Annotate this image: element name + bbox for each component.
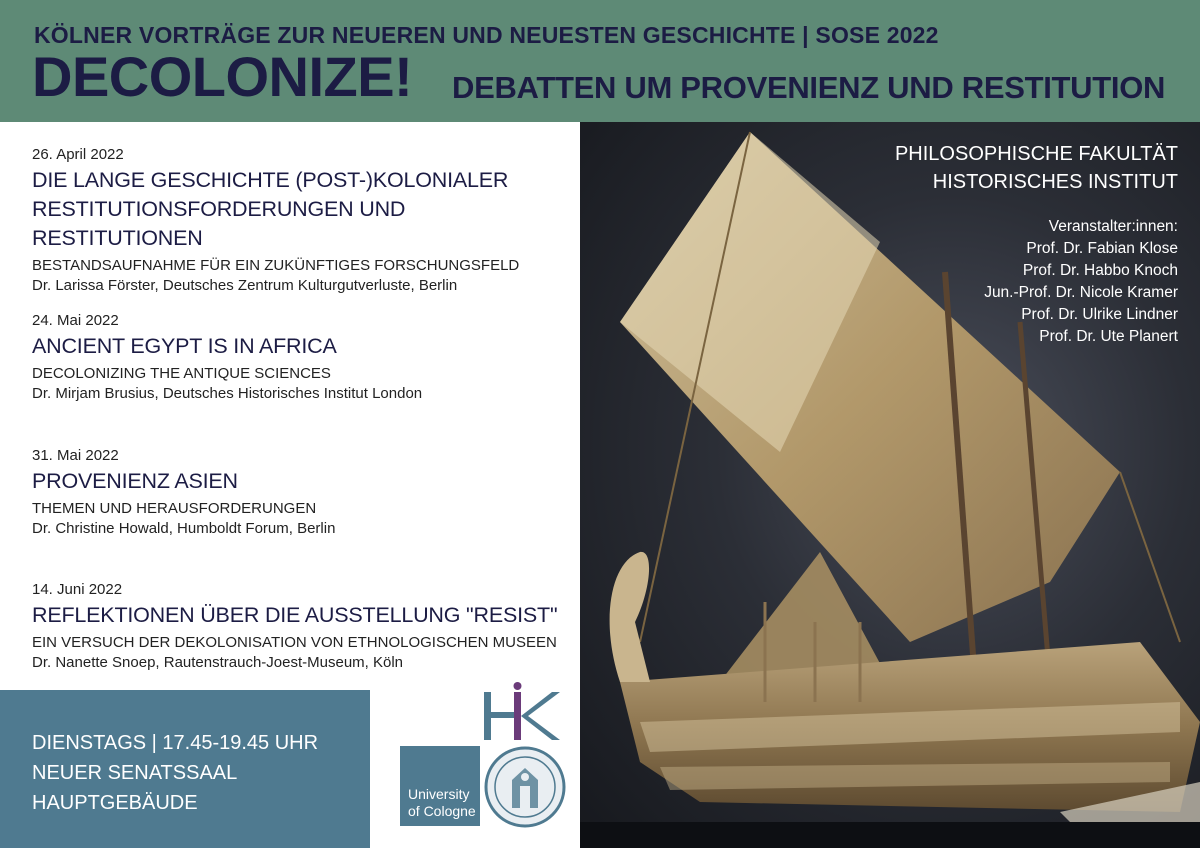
series-title: KÖLNER VORTRÄGE ZUR NEUEREN UND NEUESTEN GESCHICHTE | SOSE 2022: [34, 22, 939, 48]
organizers-label: Veranstalter:innen:: [1048, 218, 1178, 235]
faculty-block: [895, 140, 1178, 196]
talk-title: REFLEKTIONEN ÜBER DIE AUSSTELLUNG "RESIST": [32, 603, 558, 627]
talk-date: 14. Juni 2022: [32, 581, 123, 598]
main-title: DECOLONIZE!: [32, 45, 413, 108]
talk-item: [32, 312, 577, 402]
institute-name: HISTORISCHES INSTITUT: [932, 171, 1178, 193]
time-info: DIENSTAGS | 17.45-19.45 UHR: [32, 732, 319, 754]
organizers-block: [984, 216, 1178, 348]
organizer-name: Prof. Dr. Ulrike Lindner: [1021, 306, 1178, 323]
talk-item: [32, 581, 577, 671]
talk-speaker: Dr. Christine Howald, Humboldt Forum, Berlin: [32, 520, 336, 537]
university-logo-line: of Cologne: [408, 803, 476, 819]
talk-title-line: RESTITUTIONSFORDERUNGEN UND RESTITUTIONEN: [32, 197, 406, 250]
floor: [580, 822, 1200, 848]
university-logo: [400, 746, 480, 826]
talk-date: 24. Mai 2022: [32, 312, 119, 329]
boat-photo: [580, 122, 1200, 848]
talk-subtitle: BESTANDSAUFNAHME FÜR EIN ZUKÜNFTIGES FORSCHUNGSFELD: [32, 257, 520, 274]
organizer-name: Prof. Dr. Habbo Knoch: [1022, 262, 1178, 279]
talk-speaker: Dr. Mirjam Brusius, Deutsches Historisches Institut London: [32, 385, 423, 402]
faculty-name: PHILOSOPHISCHE FAKULTÄT: [894, 143, 1178, 165]
talk-title: ANCIENT EGYPT IS IN AFRICA: [32, 334, 337, 358]
talk-title: PROVENIENZ ASIEN: [32, 469, 238, 493]
talk-list: [0, 122, 580, 690]
organizer-name: Prof. Dr. Fabian Klose: [1026, 240, 1178, 257]
talk-title: [32, 166, 577, 253]
room-info: NEUER SENATSSAAL: [32, 762, 238, 784]
building-info: HAUPTGEBÄUDE: [32, 792, 198, 814]
talk-title-line: DIE LANGE GESCHICHTE (POST-)KOLONIALER: [32, 168, 509, 192]
venue-info-box: [0, 690, 370, 848]
university-logo-line: University: [408, 786, 470, 802]
talk-item: [32, 447, 577, 537]
talk-item: [32, 146, 577, 294]
university-seal-icon: [484, 746, 566, 828]
talk-speaker: Dr. Larissa Förster, Deutsches Zentrum Kulturgutverluste, Berlin: [32, 277, 458, 294]
talk-subtitle: DECOLONIZING THE ANTIQUE SCIENCES: [32, 365, 331, 382]
main-subtitle: DEBATTEN UM PROVENIENZ UND RESTITUTION: [452, 70, 1166, 105]
university-logo-text: [408, 786, 476, 820]
talk-date: 26. April 2022: [32, 146, 124, 163]
organizer-name: Prof. Dr. Ute Planert: [1039, 328, 1178, 345]
bow-prow: [610, 552, 650, 682]
rope: [1120, 472, 1180, 642]
organizer-name: Jun.-Prof. Dr. Nicole Kramer: [984, 284, 1178, 301]
talk-date: 31. Mai 2022: [32, 447, 119, 464]
talk-subtitle: THEMEN UND HERAUSFORDERUNGEN: [32, 500, 317, 517]
header-banner: [0, 0, 1200, 122]
talk-subtitle: EIN VERSUCH DER DEKOLONISATION VON ETHNOLOGISCHEN MUSEEN: [32, 634, 557, 651]
hik-logo: [480, 682, 562, 742]
talk-speaker: Dr. Nanette Snoep, Rautenstrauch-Joest-Museum, Köln: [32, 654, 404, 671]
